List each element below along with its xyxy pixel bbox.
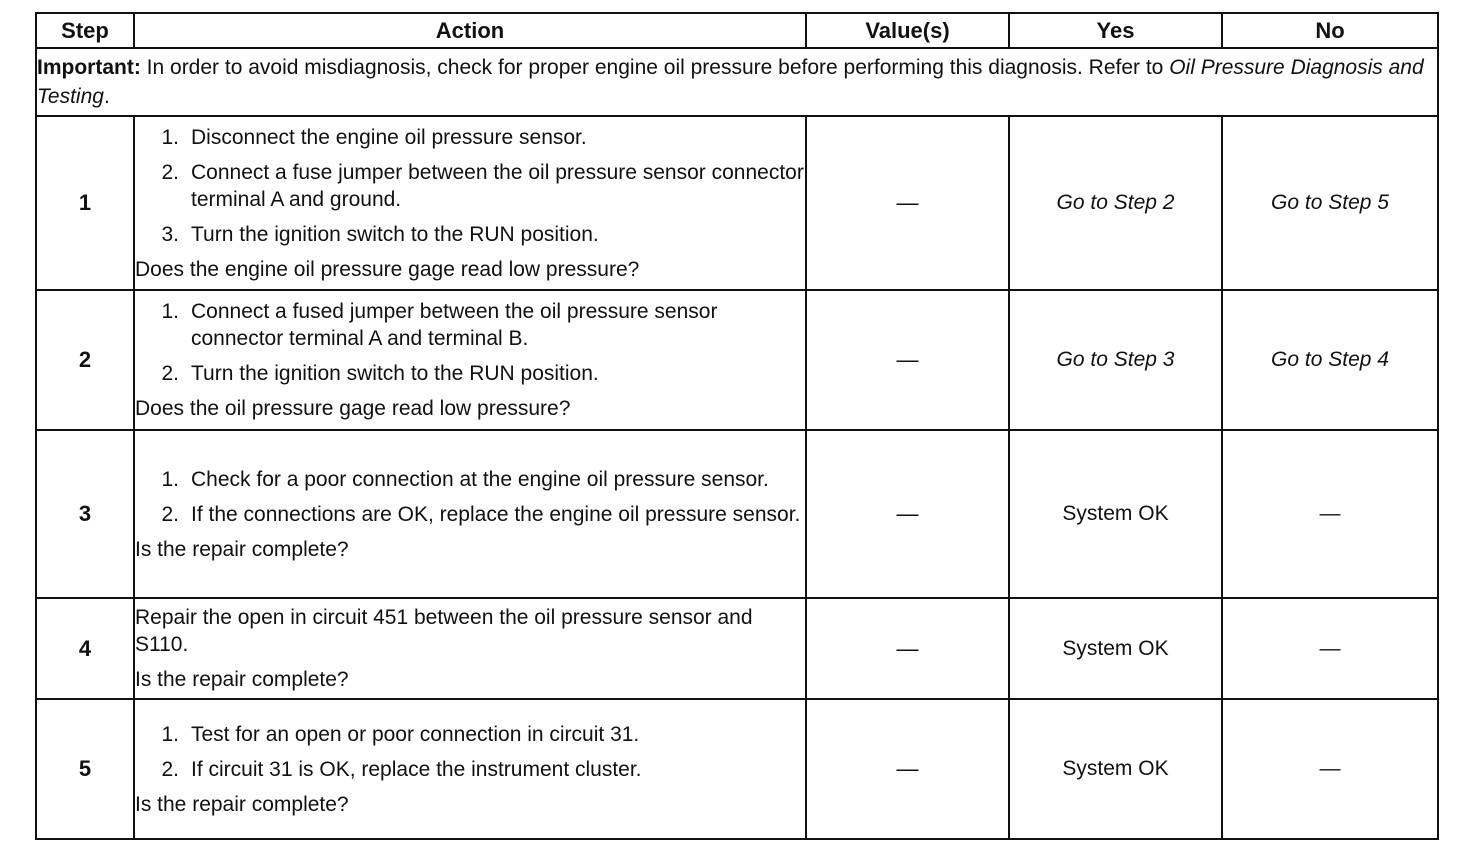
step-number: 3: [36, 430, 134, 598]
action-step-text: Check for a poor connection at the engine oil pressure sensor.: [191, 467, 769, 491]
action-question: Is the repair complete?: [135, 792, 349, 816]
action-step-item: [135, 756, 805, 783]
action-step-item: [135, 159, 805, 213]
important-row: [36, 48, 1438, 116]
action-step-item: [135, 221, 805, 248]
table-row: [36, 290, 1438, 430]
important-note: [36, 48, 1438, 116]
action-steps-list: [135, 124, 805, 248]
action-question: Is the repair complete?: [135, 537, 349, 561]
no-result: —: [1222, 699, 1438, 839]
no-result: —: [1222, 430, 1438, 598]
action-step-number: 1.: [161, 125, 179, 149]
action-step-text: Test for an open or poor connection in circuit 31.: [191, 722, 640, 746]
action-step-text: Connect a fused jumper between the oil pressure sensor connector terminal A and terminal B.: [191, 300, 718, 350]
action-step-text: If circuit 31 is OK, replace the instrument cluster.: [191, 757, 642, 781]
action-step-number: 1.: [161, 722, 179, 746]
action-step-number: 2.: [161, 757, 179, 781]
action-step-number: 1.: [161, 467, 179, 491]
action-steps-list: [135, 721, 805, 783]
no-result: Go to Step 5: [1222, 116, 1438, 290]
step-number: 2: [36, 290, 134, 430]
header-step: Step: [36, 13, 134, 48]
action-step-item: [135, 466, 805, 493]
action-step-text: Connect a fuse jumper between the oil pressure sensor connector terminal A and ground.: [191, 160, 804, 211]
action-step-text: Disconnect the engine oil pressure sensor.: [191, 125, 587, 149]
action-step-text: Turn the ignition switch to the RUN position.: [191, 222, 599, 246]
action-step-item: [135, 501, 805, 528]
action-step-item: [135, 124, 805, 151]
action-step-number: 2.: [161, 362, 179, 385]
action-step-item: [135, 360, 805, 387]
action-step-item: [135, 298, 805, 352]
table-row: [36, 699, 1438, 839]
yes-result: Go to Step 3: [1009, 290, 1222, 430]
action-paragraph: Repair the open in circuit 451 between the oil pressure sensor and S110.: [135, 606, 753, 656]
table-row: [36, 598, 1438, 699]
header-action: Action: [134, 13, 806, 48]
action-cell: [134, 598, 806, 699]
header-no: No: [1222, 13, 1438, 48]
action-step-item: [135, 721, 805, 748]
action-step-number: 2.: [161, 502, 179, 526]
action-steps-list: [135, 466, 805, 528]
action-cell: [134, 290, 806, 430]
important-label: Important:: [37, 56, 141, 79]
step-number: 5: [36, 699, 134, 839]
action-step-number: 1.: [161, 300, 179, 323]
important-text: In order to avoid misdiagnosis, check for proper engine oil pressure before performing this diagnosis. Refer to: [140, 56, 1170, 79]
header-values: Value(s): [806, 13, 1009, 48]
yes-result: System OK: [1009, 598, 1222, 699]
table-row: [36, 430, 1438, 598]
action-steps-list: [135, 298, 805, 387]
value-cell: —: [806, 116, 1009, 290]
no-result: —: [1222, 598, 1438, 699]
value-cell: —: [806, 699, 1009, 839]
no-result: Go to Step 4: [1222, 290, 1438, 430]
table-row: [36, 116, 1438, 290]
action-step-number: 2.: [161, 160, 179, 184]
yes-result: System OK: [1009, 430, 1222, 598]
step-number: 4: [36, 598, 134, 699]
value-cell: —: [806, 598, 1009, 699]
important-reference: Oil Pressure Diagnosis and Testing: [37, 56, 1424, 108]
action-question: Does the oil pressure gage read low pressure?: [135, 397, 571, 420]
action-question: Is the repair complete?: [135, 668, 349, 691]
value-cell: —: [806, 430, 1009, 598]
action-step-text: Turn the ignition switch to the RUN position.: [191, 362, 599, 385]
header-yes: Yes: [1009, 13, 1222, 48]
action-step-number: 3.: [161, 222, 179, 246]
action-cell: [134, 116, 806, 290]
action-cell: [134, 699, 806, 839]
action-question: Does the engine oil pressure gage read low pressure?: [135, 257, 640, 281]
yes-result: Go to Step 2: [1009, 116, 1222, 290]
step-number: 1: [36, 116, 134, 290]
yes-result: System OK: [1009, 699, 1222, 839]
important-end: .: [103, 85, 110, 108]
diagnostic-table: [35, 12, 1439, 840]
action-cell: [134, 430, 806, 598]
header-row: [36, 13, 1438, 48]
value-cell: —: [806, 290, 1009, 430]
action-step-text: If the connections are OK, replace the engine oil pressure sensor.: [191, 502, 801, 526]
